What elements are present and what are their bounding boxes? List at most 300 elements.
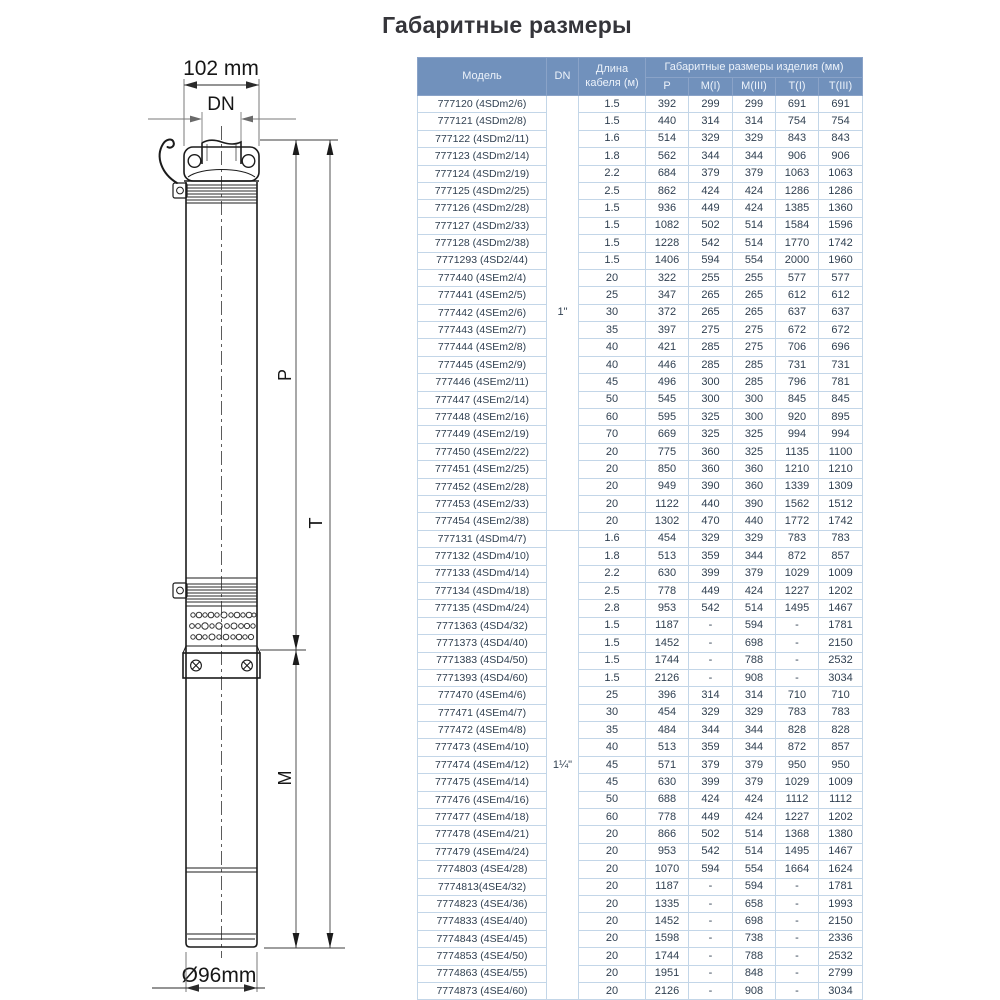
dim-value-cell: 379 bbox=[689, 165, 733, 182]
cable-length-cell: 45 bbox=[579, 374, 646, 391]
dim-value-cell: 545 bbox=[646, 391, 689, 408]
dn-cell: 1¼" bbox=[547, 530, 579, 1000]
table-row bbox=[418, 495, 863, 512]
dim-value-cell: 1335 bbox=[646, 895, 689, 912]
dimension-dn bbox=[148, 94, 296, 142]
dim-value-cell: 778 bbox=[646, 809, 689, 826]
dim-value-cell: - bbox=[776, 948, 819, 965]
dim-value-cell: 325 bbox=[689, 409, 733, 426]
dim-value-cell: 255 bbox=[689, 269, 733, 286]
table-row bbox=[418, 269, 863, 286]
table-row bbox=[418, 217, 863, 234]
cable-length-cell: 1.6 bbox=[579, 530, 646, 547]
dim-value-cell: 1360 bbox=[819, 200, 863, 217]
dim-value-cell: 542 bbox=[689, 235, 733, 252]
cable-length-cell: 20 bbox=[579, 495, 646, 512]
dim-value-cell: 953 bbox=[646, 843, 689, 860]
dim-value-cell: 554 bbox=[733, 861, 776, 878]
dim-value-cell: 496 bbox=[646, 374, 689, 391]
dim-value-cell: 738 bbox=[733, 930, 776, 947]
cable-length-cell: 20 bbox=[579, 895, 646, 912]
model-cell: 7771383 (4SD4/50) bbox=[418, 652, 547, 669]
model-cell: 777452 (4SEm2/28) bbox=[418, 478, 547, 495]
dim-value-cell: 314 bbox=[689, 687, 733, 704]
dim-value-cell: 612 bbox=[819, 287, 863, 304]
table-row bbox=[418, 513, 863, 530]
table-row bbox=[418, 582, 863, 599]
dim-value-cell: - bbox=[689, 617, 733, 634]
table-row bbox=[418, 652, 863, 669]
cable-length-cell: 1.5 bbox=[579, 235, 646, 252]
dim-value-cell: - bbox=[776, 913, 819, 930]
cable-length-cell: 1.8 bbox=[579, 148, 646, 165]
dim-value-cell: 781 bbox=[819, 374, 863, 391]
col-header-dn: DN bbox=[547, 58, 579, 96]
model-cell: 777472 (4SEm4/8) bbox=[418, 722, 547, 739]
dim-value-cell: 950 bbox=[776, 756, 819, 773]
model-cell: 7774863 (4SE4/55) bbox=[418, 965, 547, 982]
table-row bbox=[418, 669, 863, 686]
dim-value-cell: 571 bbox=[646, 756, 689, 773]
table-row bbox=[418, 704, 863, 721]
dim-value-cell: 698 bbox=[733, 913, 776, 930]
dim-value-cell: 1512 bbox=[819, 495, 863, 512]
dim-value-cell: 449 bbox=[689, 809, 733, 826]
flange-bolt-hole-left bbox=[188, 155, 201, 168]
dim-value-cell: - bbox=[776, 982, 819, 999]
dim-value-cell: 397 bbox=[646, 322, 689, 339]
dim-value-cell: 594 bbox=[689, 861, 733, 878]
dim-value-cell: 275 bbox=[733, 322, 776, 339]
screw-right bbox=[242, 660, 253, 671]
cable-clamp-mid bbox=[173, 583, 187, 598]
model-cell: 777120 (4SDm2/6) bbox=[418, 96, 547, 113]
table-row bbox=[418, 948, 863, 965]
dim-value-cell: 1495 bbox=[776, 843, 819, 860]
table-row bbox=[418, 461, 863, 478]
dim-value-cell: - bbox=[776, 652, 819, 669]
table-row bbox=[418, 878, 863, 895]
dim-value-cell: 1467 bbox=[819, 843, 863, 860]
spec-table bbox=[417, 57, 863, 1000]
dim-value-cell: 379 bbox=[733, 756, 776, 773]
dim-value-cell: 454 bbox=[646, 704, 689, 721]
col-header-t3: T(III) bbox=[819, 78, 863, 96]
dim-value-cell: 255 bbox=[733, 269, 776, 286]
dim-value-cell: 630 bbox=[646, 565, 689, 582]
table-row bbox=[418, 774, 863, 791]
model-cell: 777446 (4SEm2/11) bbox=[418, 374, 547, 391]
table-row bbox=[418, 374, 863, 391]
dim-value-cell: 691 bbox=[819, 96, 863, 113]
model-cell: 777477 (4SEm4/18) bbox=[418, 809, 547, 826]
table-row bbox=[418, 722, 863, 739]
dim-value-cell: 1380 bbox=[819, 826, 863, 843]
cable-length-cell: 2.5 bbox=[579, 582, 646, 599]
dim-value-cell: 392 bbox=[646, 96, 689, 113]
model-cell: 7774843 (4SE4/45) bbox=[418, 930, 547, 947]
dim-value-cell: 542 bbox=[689, 843, 733, 860]
cable-length-cell: 20 bbox=[579, 965, 646, 982]
dim-value-cell: 514 bbox=[733, 217, 776, 234]
cable-length-cell: 25 bbox=[579, 687, 646, 704]
pump-diagram bbox=[0, 0, 415, 1000]
model-cell: 777475 (4SEm4/14) bbox=[418, 774, 547, 791]
dim-value-cell: 314 bbox=[733, 687, 776, 704]
table-row bbox=[418, 339, 863, 356]
dim-value-cell: 710 bbox=[819, 687, 863, 704]
cable-length-cell: 35 bbox=[579, 722, 646, 739]
spec-table-header bbox=[418, 58, 863, 96]
model-cell: 7774803 (4SE4/28) bbox=[418, 861, 547, 878]
dim-value-cell: 421 bbox=[646, 339, 689, 356]
dim-value-cell: 347 bbox=[646, 287, 689, 304]
dim-value-cell: 1452 bbox=[646, 635, 689, 652]
dim-value-cell: 1951 bbox=[646, 965, 689, 982]
cable-length-cell: 2.2 bbox=[579, 565, 646, 582]
dim-value-cell: 2799 bbox=[819, 965, 863, 982]
cable-length-cell: 45 bbox=[579, 756, 646, 773]
col-header-model: Модель bbox=[418, 58, 547, 96]
dim-value-cell: 1598 bbox=[646, 930, 689, 947]
cable-length-cell: 20 bbox=[579, 478, 646, 495]
table-row bbox=[418, 982, 863, 999]
cable-length-cell: 25 bbox=[579, 287, 646, 304]
intake-screen-holes bbox=[190, 612, 256, 640]
table-row bbox=[418, 356, 863, 373]
dim-value-cell: 502 bbox=[689, 217, 733, 234]
dim-value-cell: 1100 bbox=[819, 443, 863, 460]
table-row bbox=[418, 426, 863, 443]
dim-value-cell: 1772 bbox=[776, 513, 819, 530]
model-cell: 7774833 (4SE4/40) bbox=[418, 913, 547, 930]
dim-value-cell: - bbox=[776, 617, 819, 634]
col-header-t1: T(I) bbox=[776, 78, 819, 96]
model-cell: 777122 (4SDm2/11) bbox=[418, 130, 547, 147]
dim-value-cell: 684 bbox=[646, 165, 689, 182]
model-cell: 777132 (4SDm4/10) bbox=[418, 548, 547, 565]
dim-value-cell: - bbox=[776, 635, 819, 652]
dim-value-cell: 300 bbox=[689, 391, 733, 408]
model-cell: 777450 (4SEm2/22) bbox=[418, 443, 547, 460]
table-row bbox=[418, 409, 863, 426]
dim-value-cell: 1228 bbox=[646, 235, 689, 252]
dim-value-cell: 672 bbox=[776, 322, 819, 339]
dim-value-cell: 691 bbox=[776, 96, 819, 113]
dim-value-cell: 577 bbox=[819, 269, 863, 286]
dim-value-cell: 845 bbox=[819, 391, 863, 408]
model-cell: 777454 (4SEm2/38) bbox=[418, 513, 547, 530]
model-cell: 777131 (4SDm4/7) bbox=[418, 530, 547, 547]
table-row bbox=[418, 287, 863, 304]
dim-value-cell: - bbox=[776, 930, 819, 947]
dim-value-cell: 754 bbox=[819, 113, 863, 130]
cable-length-cell: 20 bbox=[579, 948, 646, 965]
dim-value-cell: 399 bbox=[689, 565, 733, 582]
dim-value-cell: 994 bbox=[819, 426, 863, 443]
dim-value-cell: 710 bbox=[776, 687, 819, 704]
model-cell: 777127 (4SDm2/33) bbox=[418, 217, 547, 234]
flange-bolt-hole-right bbox=[242, 155, 255, 168]
col-header-m1: M(I) bbox=[689, 78, 733, 96]
dim-value-cell: 329 bbox=[733, 530, 776, 547]
dim-value-cell: 325 bbox=[689, 426, 733, 443]
dim-value-cell: 275 bbox=[689, 322, 733, 339]
dim-value-cell: 731 bbox=[819, 356, 863, 373]
cable-length-cell: 40 bbox=[579, 356, 646, 373]
dim-value-cell: 360 bbox=[689, 443, 733, 460]
dim-value-cell: 449 bbox=[689, 200, 733, 217]
dim-value-cell: 329 bbox=[689, 530, 733, 547]
cable-length-cell: 20 bbox=[579, 513, 646, 530]
dim-value-cell: 1187 bbox=[646, 878, 689, 895]
dim-value-cell: 300 bbox=[689, 374, 733, 391]
dim-value-cell: 872 bbox=[776, 548, 819, 565]
dim-value-cell: 1070 bbox=[646, 861, 689, 878]
dim-value-cell: 872 bbox=[776, 739, 819, 756]
dim-value-cell: 399 bbox=[689, 774, 733, 791]
dim-value-cell: 857 bbox=[819, 739, 863, 756]
table-row bbox=[418, 200, 863, 217]
dim-value-cell: 1286 bbox=[819, 182, 863, 199]
model-cell: 7774853 (4SE4/50) bbox=[418, 948, 547, 965]
model-cell: 777478 (4SEm4/21) bbox=[418, 826, 547, 843]
dim-value-cell: 265 bbox=[689, 304, 733, 321]
dim-value-cell: 379 bbox=[733, 165, 776, 182]
cable-clamp-top bbox=[173, 183, 187, 198]
table-row bbox=[418, 530, 863, 547]
dim-value-cell: 322 bbox=[646, 269, 689, 286]
dim-value-cell: 514 bbox=[733, 235, 776, 252]
dim-value-cell: 265 bbox=[733, 287, 776, 304]
dim-value-cell: 1406 bbox=[646, 252, 689, 269]
table-row bbox=[418, 565, 863, 582]
dim-value-cell: - bbox=[689, 895, 733, 912]
table-row bbox=[418, 165, 863, 182]
dim-value-cell: 360 bbox=[689, 461, 733, 478]
dim-value-cell: 1302 bbox=[646, 513, 689, 530]
dim-value-cell: 1063 bbox=[776, 165, 819, 182]
col-header-m3: M(III) bbox=[733, 78, 776, 96]
dim-value-cell: 1770 bbox=[776, 235, 819, 252]
dim-value-cell: 562 bbox=[646, 148, 689, 165]
dim-value-cell: 754 bbox=[776, 113, 819, 130]
dimension-m-label: M bbox=[275, 770, 295, 786]
dim-value-cell: 285 bbox=[689, 356, 733, 373]
dim-value-cell: 949 bbox=[646, 478, 689, 495]
dim-value-cell: 424 bbox=[689, 182, 733, 199]
table-row bbox=[418, 478, 863, 495]
model-cell: 777453 (4SEm2/33) bbox=[418, 495, 547, 512]
table-row bbox=[418, 304, 863, 321]
dim-value-cell: 706 bbox=[776, 339, 819, 356]
dim-value-cell: 783 bbox=[776, 530, 819, 547]
dim-value-cell: 672 bbox=[819, 322, 863, 339]
dim-value-cell: 390 bbox=[689, 478, 733, 495]
dim-value-cell: 843 bbox=[819, 130, 863, 147]
cable-length-cell: 40 bbox=[579, 339, 646, 356]
table-row bbox=[418, 322, 863, 339]
model-cell: 777135 (4SDm4/24) bbox=[418, 600, 547, 617]
dim-value-cell: 1009 bbox=[819, 565, 863, 582]
table-row bbox=[418, 843, 863, 860]
dim-value-cell: 994 bbox=[776, 426, 819, 443]
dimension-p-label: P bbox=[275, 368, 295, 382]
dim-value-cell: 265 bbox=[733, 304, 776, 321]
cable-length-cell: 35 bbox=[579, 322, 646, 339]
dim-value-cell: 344 bbox=[733, 148, 776, 165]
dim-value-cell: 514 bbox=[646, 130, 689, 147]
dim-value-cell: 1452 bbox=[646, 913, 689, 930]
dim-value-cell: 698 bbox=[733, 635, 776, 652]
cable-length-cell: 1.5 bbox=[579, 217, 646, 234]
cable-length-cell: 1.6 bbox=[579, 130, 646, 147]
table-row bbox=[418, 443, 863, 460]
dim-value-cell: 359 bbox=[689, 739, 733, 756]
table-row bbox=[418, 809, 863, 826]
dim-value-cell: 775 bbox=[646, 443, 689, 460]
dim-value-cell: 696 bbox=[819, 339, 863, 356]
dim-value-cell: 329 bbox=[733, 130, 776, 147]
dim-value-cell: 1339 bbox=[776, 478, 819, 495]
dim-value-cell: - bbox=[776, 965, 819, 982]
col-header-p: P bbox=[646, 78, 689, 96]
table-row bbox=[418, 113, 863, 130]
dim-value-cell: 843 bbox=[776, 130, 819, 147]
model-cell: 777126 (4SDm2/28) bbox=[418, 200, 547, 217]
table-row bbox=[418, 235, 863, 252]
dim-value-cell: 372 bbox=[646, 304, 689, 321]
dim-value-cell: 513 bbox=[646, 548, 689, 565]
cable-length-cell: 20 bbox=[579, 443, 646, 460]
cable-length-cell: 20 bbox=[579, 878, 646, 895]
dim-value-cell: 1187 bbox=[646, 617, 689, 634]
dim-value-cell: 424 bbox=[733, 200, 776, 217]
model-cell: 777440 (4SEm2/4) bbox=[418, 269, 547, 286]
cable-length-cell: 1.5 bbox=[579, 96, 646, 113]
table-row bbox=[418, 826, 863, 843]
dim-value-cell: - bbox=[689, 635, 733, 652]
cable-length-cell: 70 bbox=[579, 426, 646, 443]
pump-outline bbox=[160, 140, 260, 947]
dim-value-cell: 314 bbox=[733, 113, 776, 130]
dim-value-cell: 424 bbox=[733, 582, 776, 599]
model-cell: 777448 (4SEm2/16) bbox=[418, 409, 547, 426]
dim-value-cell: 637 bbox=[819, 304, 863, 321]
screw-left bbox=[191, 660, 202, 671]
cable-length-cell: 20 bbox=[579, 269, 646, 286]
page-title: Габаритные размеры bbox=[382, 12, 632, 38]
model-cell: 777443 (4SEm2/7) bbox=[418, 322, 547, 339]
dim-value-cell: 325 bbox=[733, 426, 776, 443]
cable-length-cell: 40 bbox=[579, 739, 646, 756]
dim-value-cell: 359 bbox=[689, 548, 733, 565]
dim-value-cell: 594 bbox=[733, 878, 776, 895]
dim-value-cell: 2126 bbox=[646, 669, 689, 686]
table-row bbox=[418, 182, 863, 199]
dim-value-cell: 299 bbox=[733, 96, 776, 113]
dim-value-cell: - bbox=[689, 669, 733, 686]
table-row bbox=[418, 391, 863, 408]
dim-value-cell: - bbox=[689, 965, 733, 982]
dim-value-cell: 424 bbox=[733, 182, 776, 199]
dim-value-cell: 908 bbox=[733, 982, 776, 999]
dim-value-cell: 1584 bbox=[776, 217, 819, 234]
dimension-102mm-label: 102 mm bbox=[183, 57, 259, 80]
dim-value-cell: 953 bbox=[646, 600, 689, 617]
dim-value-cell: 1960 bbox=[819, 252, 863, 269]
dim-value-cell: 2000 bbox=[776, 252, 819, 269]
dim-value-cell: 514 bbox=[733, 843, 776, 860]
dim-value-cell: 2126 bbox=[646, 982, 689, 999]
cable-length-cell: 50 bbox=[579, 391, 646, 408]
cable-length-cell: 2.5 bbox=[579, 182, 646, 199]
dim-value-cell: 514 bbox=[733, 826, 776, 843]
table-row bbox=[418, 548, 863, 565]
model-cell: 777134 (4SDm4/18) bbox=[418, 582, 547, 599]
cable-length-cell: 1.5 bbox=[579, 652, 646, 669]
model-cell: 777128 (4SDm2/38) bbox=[418, 235, 547, 252]
dimension-t-label: T bbox=[306, 517, 326, 529]
table-row bbox=[418, 791, 863, 808]
model-cell: 777473 (4SEm4/10) bbox=[418, 739, 547, 756]
dim-value-cell: 2532 bbox=[819, 652, 863, 669]
table-row bbox=[418, 130, 863, 147]
model-cell: 777449 (4SEm2/19) bbox=[418, 426, 547, 443]
model-cell: 7774823 (4SE4/36) bbox=[418, 895, 547, 912]
dim-value-cell: 424 bbox=[733, 791, 776, 808]
dim-value-cell: 314 bbox=[689, 113, 733, 130]
dim-value-cell: 857 bbox=[819, 548, 863, 565]
model-cell: 777123 (4SDm2/14) bbox=[418, 148, 547, 165]
dim-value-cell: 344 bbox=[733, 722, 776, 739]
model-cell: 777476 (4SEm4/16) bbox=[418, 791, 547, 808]
dim-value-cell: 828 bbox=[776, 722, 819, 739]
dim-value-cell: - bbox=[689, 652, 733, 669]
dim-value-cell: 300 bbox=[733, 409, 776, 426]
dim-value-cell: 950 bbox=[819, 756, 863, 773]
model-cell: 777451 (4SEm2/25) bbox=[418, 461, 547, 478]
cable-length-cell: 45 bbox=[579, 774, 646, 791]
dim-value-cell: 484 bbox=[646, 722, 689, 739]
dim-value-cell: 1112 bbox=[776, 791, 819, 808]
dim-value-cell: - bbox=[689, 930, 733, 947]
dim-value-cell: 454 bbox=[646, 530, 689, 547]
table-row bbox=[418, 148, 863, 165]
dim-value-cell: 344 bbox=[689, 148, 733, 165]
table-row bbox=[418, 600, 863, 617]
cable-length-cell: 1.5 bbox=[579, 669, 646, 686]
dim-value-cell: 866 bbox=[646, 826, 689, 843]
dim-value-cell: - bbox=[689, 982, 733, 999]
dim-value-cell: 502 bbox=[689, 826, 733, 843]
pump-cable bbox=[160, 140, 177, 183]
dim-value-cell: 1562 bbox=[776, 495, 819, 512]
model-cell: 7774813(4SE4/32) bbox=[418, 878, 547, 895]
dim-value-cell: 1385 bbox=[776, 200, 819, 217]
dim-value-cell: 1227 bbox=[776, 582, 819, 599]
dim-value-cell: 2532 bbox=[819, 948, 863, 965]
cable-length-cell: 1.5 bbox=[579, 617, 646, 634]
cable-length-cell: 2.2 bbox=[579, 165, 646, 182]
dim-value-cell: 1467 bbox=[819, 600, 863, 617]
model-cell: 777133 (4SDm4/14) bbox=[418, 565, 547, 582]
dim-value-cell: 783 bbox=[819, 530, 863, 547]
dim-value-cell: 595 bbox=[646, 409, 689, 426]
dim-value-cell: 513 bbox=[646, 739, 689, 756]
cable-length-cell: 2.8 bbox=[579, 600, 646, 617]
dim-value-cell: 1210 bbox=[776, 461, 819, 478]
